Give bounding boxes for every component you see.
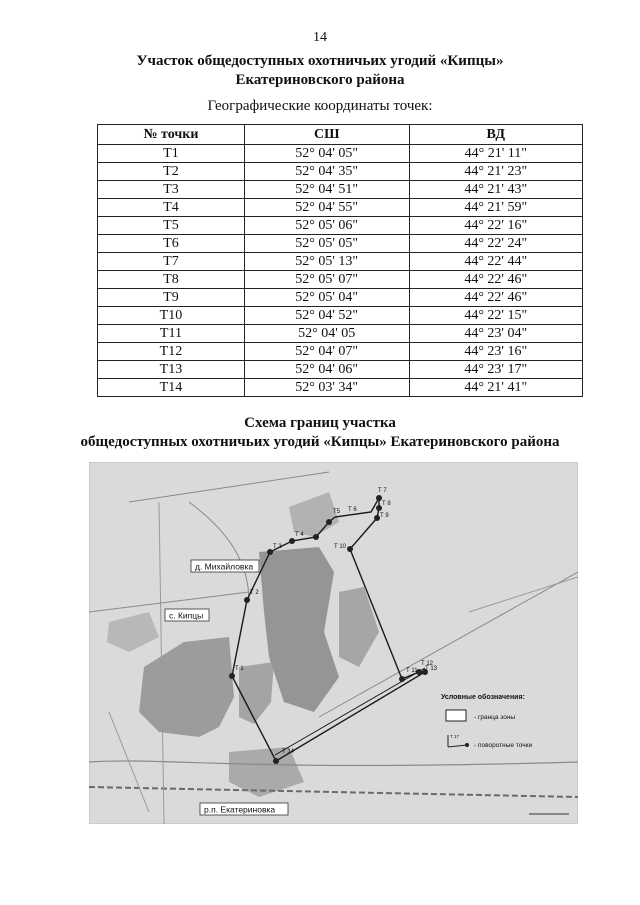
point-cell: Т1 xyxy=(98,145,245,163)
point-cell: Т2 xyxy=(98,163,245,181)
legend-points-label: - поворотные точки xyxy=(474,742,533,749)
table-row xyxy=(98,379,583,397)
longitude-cell: 44° 22' 15" xyxy=(409,307,582,325)
latitude-cell: 52° 04' 51" xyxy=(244,181,409,199)
point-label-t12: Т 12 xyxy=(421,661,434,667)
longitude-cell: 44° 21' 23" xyxy=(409,163,582,181)
longitude-cell: 44° 22' 44" xyxy=(409,253,582,271)
turning-point xyxy=(273,758,279,764)
latitude-cell: 52° 04' 52" xyxy=(244,307,409,325)
latitude-cell: 52° 05' 06" xyxy=(244,217,409,235)
coordinates-table xyxy=(97,124,583,397)
table-row xyxy=(98,253,583,271)
turning-point xyxy=(399,676,405,682)
point-cell: Т4 xyxy=(98,199,245,217)
title-line-2: Екатериновского района xyxy=(235,72,405,88)
place-label-ekaterinovka: р.п. Екатериновка xyxy=(204,804,276,815)
turning-point xyxy=(244,597,250,603)
table-row xyxy=(98,361,583,379)
table-caption: Географические координаты точек: xyxy=(207,98,433,114)
point-label-t14: Т 14 xyxy=(282,749,295,755)
turning-point xyxy=(313,534,319,540)
latitude-cell: 52° 03' 34" xyxy=(244,379,409,397)
table-row xyxy=(98,217,583,235)
latitude-cell: 52° 04' 06" xyxy=(244,361,409,379)
page-number: 14 xyxy=(313,30,327,45)
turning-point xyxy=(347,546,353,552)
table-row xyxy=(98,199,583,217)
point-label-t4: Т 4 xyxy=(295,532,304,538)
point-label-t9: Т 9 xyxy=(380,513,389,519)
point-cell: Т10 xyxy=(98,307,245,325)
point-label-t5: Т5 xyxy=(333,509,341,515)
longitude-cell: 44° 22' 46" xyxy=(409,289,582,307)
latitude-cell: 52° 04' 05 xyxy=(244,325,409,343)
point-cell: Т11 xyxy=(98,325,245,343)
header-point-number: № точки xyxy=(98,125,245,145)
longitude-cell: 44° 21' 41" xyxy=(409,379,582,397)
latitude-cell: 52° 05' 07" xyxy=(244,271,409,289)
point-cell: Т13 xyxy=(98,361,245,379)
longitude-cell: 44° 23' 17" xyxy=(409,361,582,379)
table-row xyxy=(98,325,583,343)
latitude-cell: 52° 05' 05" xyxy=(244,235,409,253)
point-label-t2: Т 2 xyxy=(250,590,259,596)
turning-point xyxy=(326,519,332,525)
point-label-t1: Т 1 xyxy=(235,666,244,672)
table-row xyxy=(98,343,583,361)
map-svg xyxy=(89,462,578,824)
header-latitude: СШ xyxy=(244,125,409,145)
point-cell: Т3 xyxy=(98,181,245,199)
turning-point xyxy=(289,538,295,544)
point-label-t11: Т 11 xyxy=(406,668,418,674)
point-label-t10: Т 10 xyxy=(334,544,347,550)
map-title-line-2: общедоступных охотничьих угодий «Кипцы» Екатериновского района xyxy=(80,434,560,450)
legend-title: Условные обозначения: xyxy=(441,694,525,701)
legend-sample-label: Т 17 xyxy=(450,734,460,739)
point-cell: Т12 xyxy=(98,343,245,361)
latitude-cell: 52° 04' 05" xyxy=(244,145,409,163)
point-cell: Т6 xyxy=(98,235,245,253)
longitude-cell: 44° 22' 46" xyxy=(409,271,582,289)
longitude-cell: 44° 21' 11" xyxy=(409,145,582,163)
table-row xyxy=(98,289,583,307)
place-label-kiptsy: с. Кипцы xyxy=(169,610,204,621)
point-label-t7: Т 7 xyxy=(378,488,387,494)
boundary-map xyxy=(89,462,578,824)
legend-zone-label: - гранца зоны xyxy=(474,714,516,721)
point-cell: Т8 xyxy=(98,271,245,289)
point-cell: Т9 xyxy=(98,289,245,307)
latitude-cell: 52° 04' 07" xyxy=(244,343,409,361)
latitude-cell: 52° 05' 13" xyxy=(244,253,409,271)
document-title xyxy=(0,52,640,90)
table-header-row xyxy=(98,125,583,145)
table-row xyxy=(98,307,583,325)
table-row xyxy=(98,145,583,163)
longitude-cell: 44° 22' 24" xyxy=(409,235,582,253)
longitude-cell: 44° 21' 43" xyxy=(409,181,582,199)
legend-point-marker xyxy=(465,743,469,747)
table-row xyxy=(98,235,583,253)
table-row xyxy=(98,163,583,181)
turning-point xyxy=(229,673,235,679)
table-row xyxy=(98,271,583,289)
map-title xyxy=(0,414,640,452)
title-line-1: Участок общедоступных охотничьих угодий «Кипцы» xyxy=(136,53,504,69)
map-title-line-1: Схема границ участка xyxy=(244,415,396,431)
legend-zone-swatch xyxy=(446,710,466,721)
latitude-cell: 52° 04' 35" xyxy=(244,163,409,181)
header-longitude: ВД xyxy=(409,125,582,145)
point-cell: Т14 xyxy=(98,379,245,397)
point-cell: Т5 xyxy=(98,217,245,235)
table-row xyxy=(98,181,583,199)
point-label-t13: Т 13 xyxy=(425,666,438,672)
point-label-t6: Т 6 xyxy=(348,507,357,513)
place-label-mikhailovka: д. Михайловка xyxy=(195,561,254,572)
longitude-cell: 44° 21' 59" xyxy=(409,199,582,217)
longitude-cell: 44° 22' 16" xyxy=(409,217,582,235)
point-label-t3: Т 3 xyxy=(273,544,282,550)
latitude-cell: 52° 05' 04" xyxy=(244,289,409,307)
latitude-cell: 52° 04' 55" xyxy=(244,199,409,217)
point-cell: Т7 xyxy=(98,253,245,271)
longitude-cell: 44° 23' 16" xyxy=(409,343,582,361)
point-label-t8: Т 8 xyxy=(382,501,391,507)
longitude-cell: 44° 23' 04" xyxy=(409,325,582,343)
